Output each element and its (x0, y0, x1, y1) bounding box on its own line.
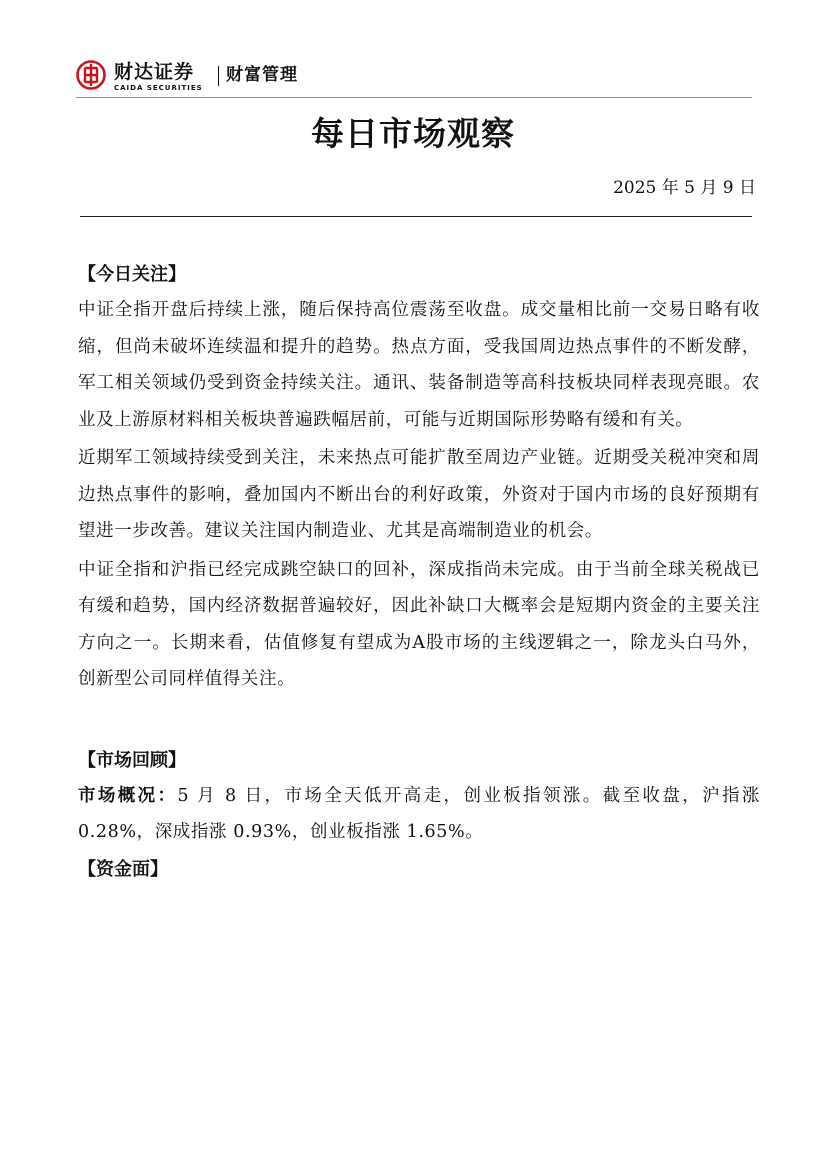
paragraph (78, 778, 760, 851)
brand-divider (218, 66, 219, 86)
section-heading: 【市场回顾】 (78, 749, 186, 771)
brand-subtitle: 财富管理 (226, 65, 298, 85)
section-market-review (78, 744, 760, 851)
section-heading: 【资金面】 (78, 858, 168, 880)
section-funds (78, 853, 760, 887)
paragraph-text: 5 月 8 日，市场全天低开高走，创业板指领涨。截至收盘，沪指涨 0.28%，深成指涨 0.93%，创业板指涨 1.65%。 (78, 785, 761, 842)
title-divider (80, 216, 752, 217)
section-gap (78, 700, 760, 744)
page-title: 每日市场观察 (311, 114, 515, 153)
paragraph: 中证全指和沪指已经完成跳空缺口的回补，深成指尚未完成。由于当前全球关税战已有缓和趋势，国内经济数据普遍较好，因此补缺口大概率会是短期内资金的主要关注方向之一。长期来看，估值修复有望成为A股市场的主线逻辑之一，除龙头白马外，创新型公司同样值得关注。 (78, 559, 760, 689)
page-header (76, 58, 752, 98)
report-date: 2025 年 5 月 9 日 (613, 178, 756, 198)
section-today-focus (78, 258, 760, 698)
paragraph: 中证全指开盘后持续上涨，随后保持高位震荡至收盘。成交量相比前一交易日略有收缩，但尚未破坏连续温和提升的趋势。热点方面，受我国周边热点事件的不断发酵，军工相关领域仍受到资金持续关注。通讯、装备制造等高科技板块同样表现亮眼。农业及上游原材料相关板块普遍跌幅居前，可能与近期国际形势略有缓和有关。 (78, 300, 760, 430)
section-heading: 【今日关注】 (78, 264, 186, 285)
caida-logo-icon (76, 60, 106, 90)
paragraph: 近期军工领域持续受到关注，未来热点可能扩散至周边产业链。近期受关税冲突和周边热点事件的影响，叠加国内不断出台的利好政策，外资对于国内市场的良好预期有望进一步改善。建议关注国内制造业、尤其是高端制造业的机会。 (78, 448, 760, 541)
report-body (78, 258, 760, 887)
brand-name-cn: 财达证券 (114, 61, 195, 83)
paragraph-lead: 市场概况： (78, 785, 178, 806)
brand-name-en: CAIDA SECURITIES (114, 84, 203, 92)
header-divider (76, 97, 752, 98)
